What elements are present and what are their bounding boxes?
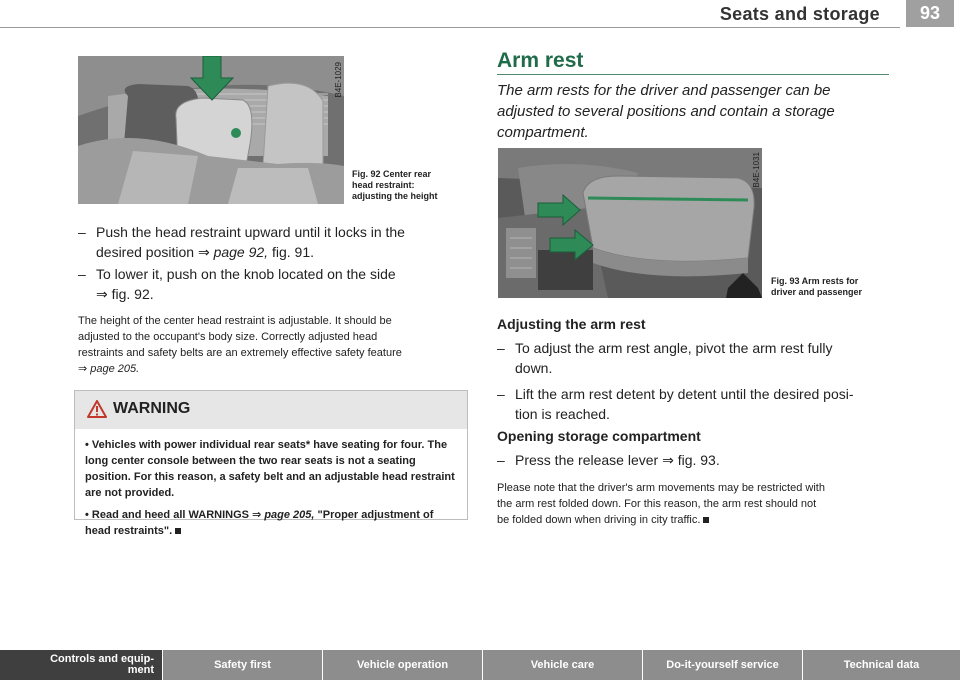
note-line-2: the arm rest folded down. For this reason, the arm rest should not — [497, 498, 817, 510]
figure-93-caption-line-2: driver and passenger — [771, 287, 863, 297]
figure-92-caption-line-3: adjusting the height — [352, 191, 438, 201]
head-restraint-illustration — [78, 56, 344, 204]
bullet-pivot-arm-rest: – To adjust the arm rest angle, pivot the arm rest fully down. — [497, 338, 889, 378]
figure-92-caption-line-1: Fig. 92 Center rear — [352, 169, 432, 179]
tab-safety-first[interactable]: Safety first — [163, 650, 323, 680]
bullet-line-1: Lift the arm rest detent by detent until the desired posi- — [515, 386, 854, 402]
arm-rest-title: Arm rest — [497, 49, 584, 72]
warning-title: WARNING — [113, 400, 191, 417]
warning-item-1: • Vehicles with power individual rear seats* have seating for four. The long center console between the two rear seats is not a seating position. For this reason, a safety belt and an adjustable head restraint are not provided. — [85, 439, 455, 499]
tab-vehicle-operation[interactable]: Vehicle operation — [323, 650, 483, 680]
page-92-link[interactable]: page 92, — [213, 244, 269, 260]
bullet-line-1: To adjust the arm rest angle, pivot the arm rest fully — [515, 340, 833, 356]
warning-body — [85, 437, 461, 545]
bullet-line-1: To lower it, push on the knob located on the side — [96, 266, 396, 282]
note-line-3: be folded down when driving in city traffic. — [497, 512, 891, 528]
bullet-line-2: desired position ⇒ page 92, fig. 91. — [96, 244, 314, 260]
adjusting-arm-rest-heading: Adjusting the arm rest — [497, 316, 646, 332]
note-line-1: Please note that the driver's arm movements may be restricted with — [497, 482, 825, 494]
arm-rest-note — [497, 480, 891, 528]
bullet-line-1: Press the release lever ⇒ fig. 93. — [515, 452, 720, 468]
head-restraint-note — [78, 313, 470, 377]
footer-nav — [0, 650, 960, 680]
bullet-release-lever: – Press the release lever ⇒ fig. 93. — [497, 450, 889, 470]
figure-center-rear-head-restraint — [78, 56, 344, 204]
figure-92-caption-line-2: head restraint: — [352, 180, 415, 190]
opening-storage-heading: Opening storage compartment — [497, 428, 701, 444]
page-205-link[interactable]: ⇒ page 205. — [78, 363, 140, 375]
bullet-line-2: tion is reached. — [515, 406, 610, 422]
warning-triangle-icon — [87, 400, 107, 418]
figure-93-caption — [771, 276, 891, 298]
page-205-warning-link[interactable]: page 205, — [264, 509, 315, 521]
note-line-3: restraints and safety belts are an extremely effective safety feature — [78, 347, 402, 359]
bullet-line-1: Push the head restraint upward until it locks in the — [96, 224, 405, 240]
bullet-lower-head-restraint: – To lower it, push on the knob located on the side ⇒ fig. 92. — [78, 264, 468, 304]
tab-controls-and-equipment[interactable]: Controls and equip- ment — [0, 650, 163, 680]
page-number: 93 — [906, 0, 954, 27]
figure-93-code: B4E-1031 — [752, 152, 761, 188]
bullet-lift-arm-rest: – Lift the arm rest detent by detent until the desired posi- tion is reached. — [497, 384, 889, 424]
figure-arm-rests — [498, 148, 762, 298]
arm-rest-lead: The arm rests for the driver and passenger can be adjusted to several positions and contain a storage compartment. — [497, 82, 835, 141]
figure-92-caption — [352, 169, 462, 202]
tab-vehicle-care[interactable]: Vehicle care — [483, 650, 643, 680]
warning-box — [74, 390, 468, 537]
tab-technical-data[interactable]: Technical data — [803, 650, 960, 680]
warning-header — [75, 391, 467, 429]
warning-item-2: • Read and heed all WARNINGS ⇒ page 205, "Proper adjustment of head restraints". — [85, 509, 434, 537]
title-rule — [497, 74, 889, 75]
figure-93-caption-line-1: Fig. 93 Arm rests for — [771, 276, 859, 286]
figure-92-code: B4E-1029 — [334, 62, 343, 98]
tab-do-it-yourself-service[interactable]: Do-it-yourself service — [643, 650, 803, 680]
bullet-line-2: ⇒ fig. 92. — [96, 286, 154, 302]
arm-rest-illustration — [498, 148, 762, 298]
header-rule — [0, 27, 900, 28]
bullet-line-2: down. — [515, 360, 553, 376]
end-mark-icon — [703, 517, 709, 523]
note-line-1: The height of the center head restraint is adjustable. It should be — [78, 315, 392, 327]
note-line-2: adjusted to the occupant's body size. Correctly adjusted head — [78, 331, 378, 343]
end-mark-icon — [175, 528, 181, 534]
bullet-raise-head-restraint: – Push the head restraint upward until it locks in the desired position ⇒ page 92, fig. 91. — [78, 222, 468, 262]
section-title: Seats and storage — [719, 4, 880, 24]
